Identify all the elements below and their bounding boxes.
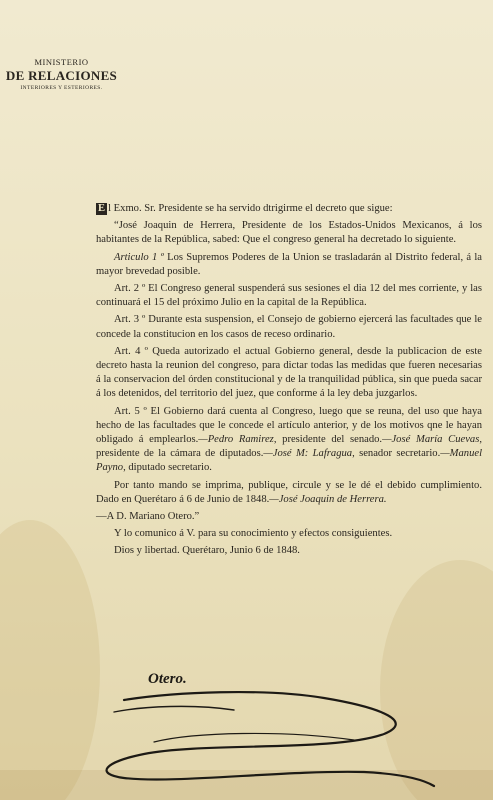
signer-1-role: , presidente del senado. — [273, 434, 383, 446]
article-1-text: Los Supremos Poderes de la Union se trasladarán al Distrito federal, á la mayor brevedad posible. — [96, 251, 482, 277]
addressee-line: —A D. Mariano Otero.” — [96, 511, 200, 523]
article-3-text: Durante esta suspension, el Consejo de gobierno ejercerá las facultades que le concede la constitucion en los casos de receso ordinario. — [96, 314, 482, 340]
president-signature-text: —José Joaquin de Herrera. — [269, 493, 387, 505]
signer-4-role: , diputado secretario. — [123, 462, 212, 474]
decree-body — [96, 202, 482, 562]
signature-flourish — [84, 682, 444, 792]
article-3-label: Art. 3 º — [114, 314, 146, 326]
signer-1-name: —Pedro Ramirez — [198, 434, 274, 446]
signer-3-role: , senador secretario. — [352, 448, 441, 460]
signer-4-name: —Manuel Payno — [96, 448, 483, 474]
article-5-label: Art. 5 º — [114, 405, 147, 417]
drop-cap: E — [98, 203, 106, 214]
article-5-text: El Gobierno dará cuenta al Congreso, luego que se reuna, del uso que haya hecho de las facultades que le concede el artículo anterior, y de los motivos qne le hayan obligado á emplearlos. — [96, 405, 482, 446]
promulgation-paragraph — [96, 479, 482, 507]
signer-3-name: —José M: Lafragua — [263, 448, 353, 460]
letterhead-line-1: MINISTERIO — [34, 57, 89, 67]
closing-line: Dios y libertad. Querétaro, Junio 6 de 1848. — [114, 545, 300, 557]
article-4-label: Art. 4 º — [114, 345, 148, 357]
article-4 — [96, 345, 482, 402]
communication-line: Y lo comunico á V. para su conocimiento y efectos consiguientes. — [114, 528, 393, 540]
letterhead-line-2: DE RELACIONES — [5, 68, 118, 84]
article-1-label: Articulo 1 º — [114, 251, 164, 263]
intro-paragraph — [96, 202, 482, 216]
article-5 — [96, 405, 482, 476]
intro-text: l Exmo. Sr. Presidente se ha servido dtrigirme el decreto que sigue: — [108, 203, 393, 214]
article-2 — [96, 282, 482, 310]
signer-2-name: —José María Cuevas — [382, 434, 480, 446]
article-4-text: Queda autorizado el actual Gobierno general, desde la publicacion de este decreto hasta la reunion del congreso, para dictar todas las medidas que fueren necesarias á la conservacion del órden constitucional y de la tranquilidad pública, sin que pueda sacar á los detenidos, del territorio del juez, que conforme á la ley deba juzgarlos. — [96, 345, 482, 400]
article-3 — [96, 313, 482, 341]
article-2-label: Art. 2 º — [114, 283, 146, 295]
letterhead-line-3: INTERIORES Y ESTERIORES. — [20, 84, 103, 91]
article-1 — [96, 251, 482, 279]
decree-opening: “José Joaquin de Herrera, Presidente de los Estados-Unidos Mexicanos, á los habitantes de la República, sabed: Que el congreso general ha decretado lo siguiente. — [96, 220, 482, 246]
signature-name: Otero. — [148, 671, 187, 687]
letterhead — [4, 58, 119, 91]
article-2-text: El Congreso general suspenderá sus sesiones el dia 12 del mes corriente, y las continuará el 15 del próximo Julio en la capital de la República. — [96, 283, 482, 309]
promulgation-text: Por tanto mando se imprima, publique, circule y se le dé el debido cumplimiento. Dado en Querétaro á 6 de Junio de 1848. — [96, 479, 482, 505]
signer-2-role: , presidente de la cámara de diputados. — [96, 434, 483, 460]
